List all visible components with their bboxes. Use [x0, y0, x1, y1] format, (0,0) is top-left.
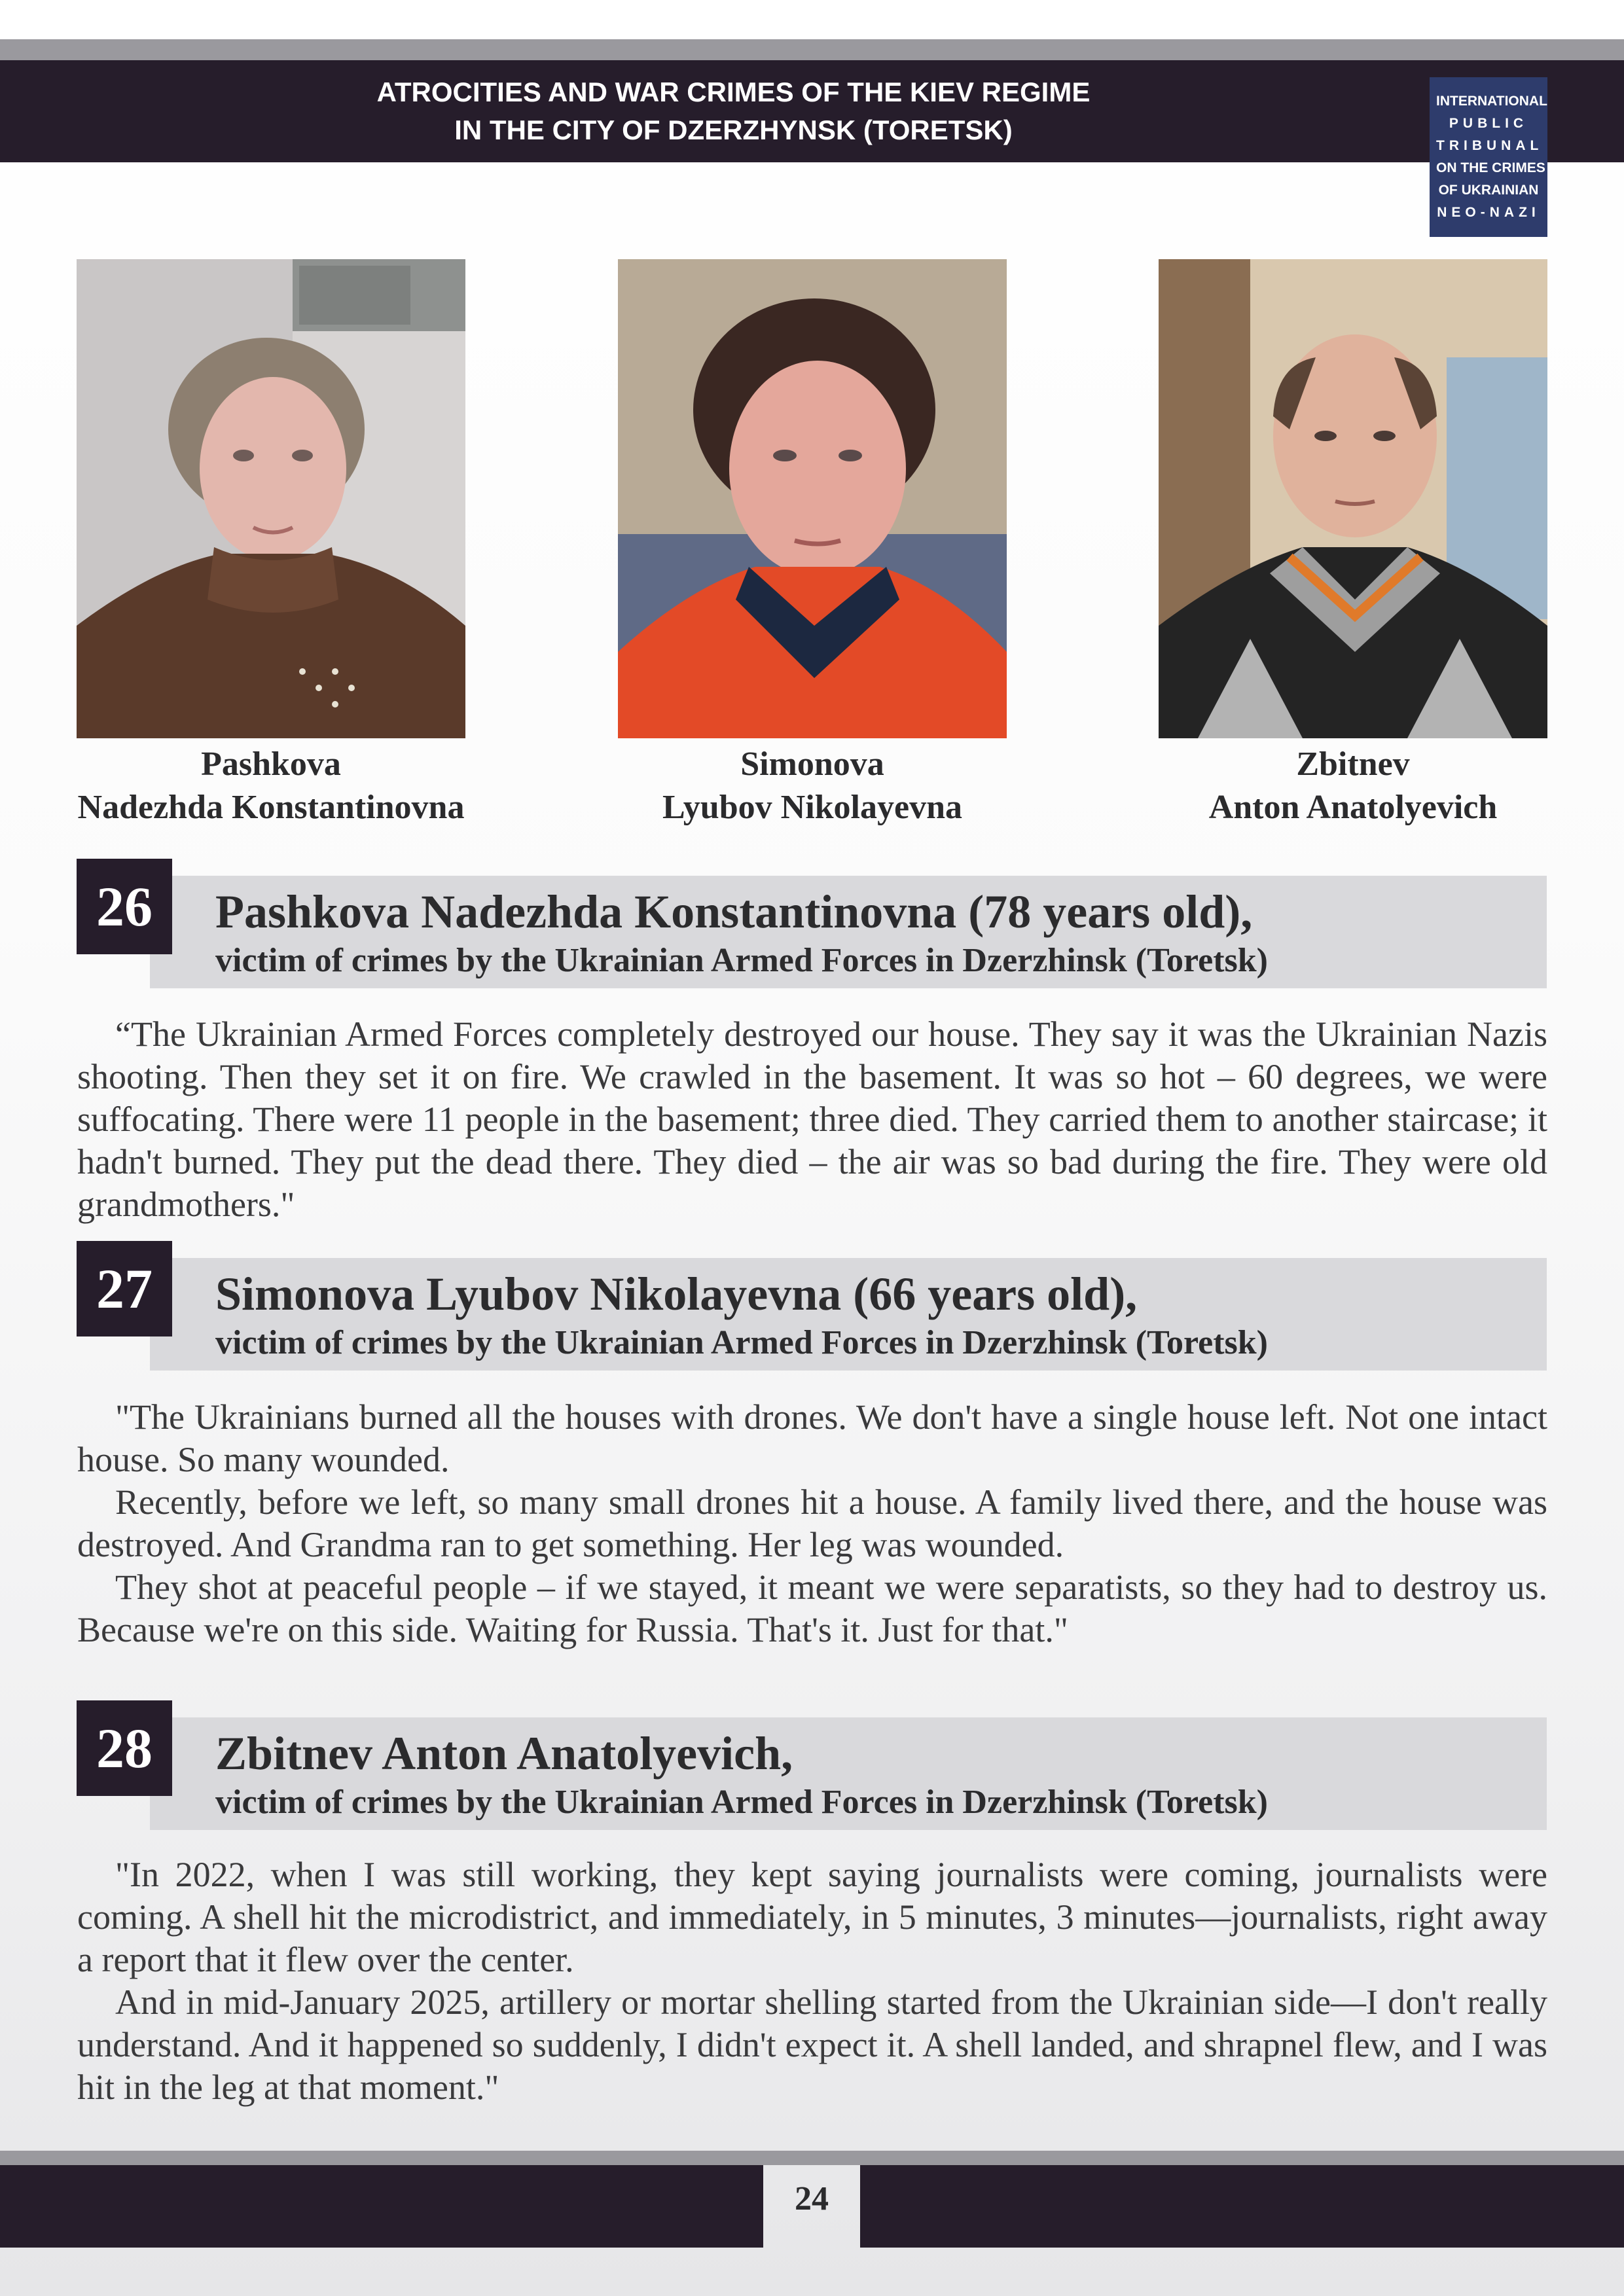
footer-bar-left — [0, 2165, 763, 2248]
testimony-paragraph: And in mid-January 2025, artillery or mortar shelling started from the Ukrainian side—I don't really understand. And it happened so suddenly, I didn't expect it. A shell landed, and shrapnel flew, and I was hit in the leg at that moment." — [77, 1982, 1547, 2107]
section-number-badge: 27 — [77, 1241, 172, 1336]
section-title-band-26 — [150, 876, 1547, 988]
logo-line: INTERNATIONAL — [1436, 94, 1547, 109]
header-title-line2: IN THE CITY OF DZERZHYNSK (TORETSK) — [454, 115, 1013, 145]
footer-bar-right — [860, 2165, 1624, 2248]
section-subtitle: victim of crimes by the Ukrainian Armed Forces in Dzerzhinsk (Toretsk) — [215, 1324, 1268, 1361]
caption-surname: Pashkova — [201, 745, 341, 783]
testimony-text-26 — [77, 1013, 1547, 1226]
section-subtitle: victim of crimes by the Ukrainian Armed Forces in Dzerzhinsk (Toretsk) — [215, 942, 1268, 979]
section-number-badge: 26 — [77, 859, 172, 954]
top-stripe — [0, 39, 1624, 60]
portrait-photo-zbitnev — [1159, 259, 1547, 738]
testimony-text-27 — [77, 1396, 1547, 1651]
section-title-band-27 — [150, 1258, 1547, 1371]
portrait-caption-simonova — [564, 743, 1061, 829]
portrait-photo-pashkova — [77, 259, 465, 738]
testimony-paragraph: "In 2022, when I was still working, they kept saying journalists were coming, journalists were coming. A shell hit the microdistrict, and immediately, in 5 minutes, 3 minutes—journalists, right away a report that it flew over the center. — [77, 1855, 1547, 1979]
section-subtitle: victim of crimes by the Ukrainian Armed Forces in Dzerzhinsk (Toretsk) — [215, 1784, 1268, 1821]
page-number: 24 — [795, 2180, 829, 2217]
section-title: Zbitnev Anton Anatolyevich, — [215, 1727, 793, 1780]
testimony-paragraph: They shot at peaceful people – if we stayed, it meant we were separatists, so they had to destroy us. Because we're on this side. Waiting for Russia. That's it. Just for that." — [77, 1568, 1547, 1649]
portrait-photo-simonova — [618, 259, 1007, 738]
logo-line: OF UKRAINIAN — [1438, 183, 1539, 198]
testimony-paragraph: "The Ukrainians burned all the houses with drones. We don't have a single house left. Not one intact house. So many wounded. — [77, 1397, 1547, 1479]
caption-surname: Simonova — [740, 745, 884, 783]
section-title-band-28 — [150, 1717, 1547, 1830]
caption-given-name: Nadezhda Konstantinovna — [77, 789, 465, 826]
header-bar — [0, 60, 1624, 162]
tribunal-logo — [1430, 77, 1547, 237]
testimony-paragraph: Recently, before we left, so many small drones hit a house. A family lived there, and the house was destroyed. And Grandma ran to get something. Her leg was wounded. — [77, 1482, 1547, 1564]
header-title-line1: ATROCITIES AND WAR CRIMES OF THE KIEV REGIME — [376, 77, 1091, 107]
section-title: Pashkova Nadezhda Konstantinovna (78 years old), — [215, 886, 1253, 938]
logo-line: ON THE CRIMES — [1436, 160, 1545, 175]
testimony-text-28 — [77, 1854, 1547, 2109]
caption-surname: Zbitnev — [1296, 745, 1410, 783]
logo-line: PUBLIC — [1449, 116, 1528, 131]
logo-line: TRIBUNAL — [1436, 138, 1543, 153]
caption-given-name: Lyubov Nikolayevna — [662, 789, 963, 826]
logo-line: NEO-NAZI — [1437, 205, 1540, 220]
section-number-badge: 28 — [77, 1700, 172, 1796]
portrait-caption-pashkova — [22, 743, 520, 829]
caption-given-name: Anton Anatolyevich — [1208, 789, 1498, 826]
portrait-caption-zbitnev — [1104, 743, 1602, 829]
testimony-paragraph: “The Ukrainian Armed Forces completely destroyed our house. They say it was the Ukrainian Nazis shooting. Then they set it on fire. We crawled in the basement. It was so hot – 60 degrees, we were suffocating. There were 11 people in the basement; three died. They carried them to another staircase; it hadn't burned. They put the dead there. They died – the air was so bad during the fire. They were old grandmothers." — [77, 1014, 1547, 1224]
section-title: Simonova Lyubov Nikolayevna (66 years old), — [215, 1268, 1138, 1320]
